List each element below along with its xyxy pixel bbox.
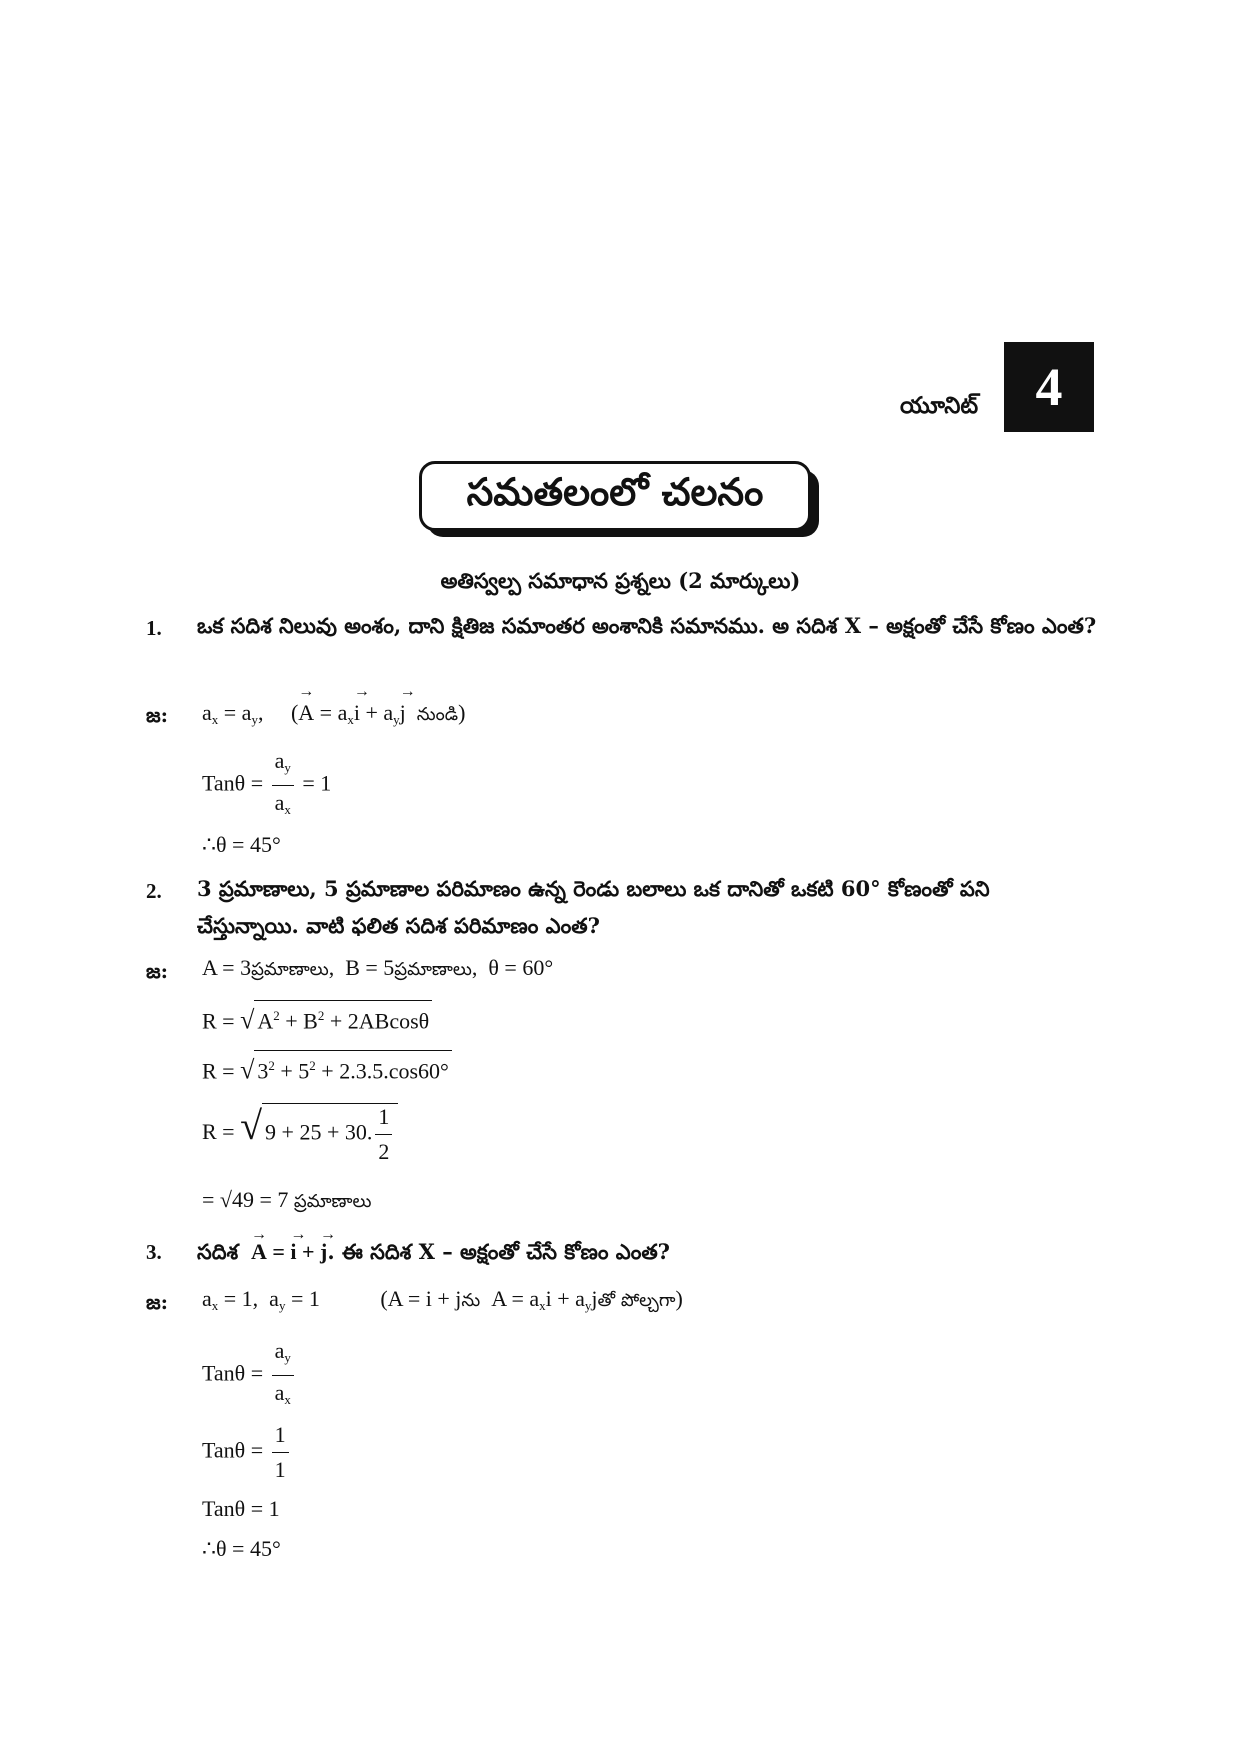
question-2-number: 2.: [146, 879, 162, 903]
answer-2-simplified: R = √ 9 + 25 + 30. $\frac{1}{2}$: [202, 1102, 398, 1165]
answer-1-source-note: నుండి: [416, 704, 459, 725]
answer-3-tan-formula: Tanθ = $\frac{a_y}{a_x}$: [202, 1338, 297, 1413]
unit-label: యూనిట్: [900, 392, 979, 419]
answer-1-tan-formula: Tanθ = $\frac{a_y}{a_x}$ = 1: [202, 748, 332, 817]
question-1-number: 1.: [146, 616, 162, 640]
answer-2-substitution: R = √ $3^2 + 5^2 + 2.3.5.\cos 60^\circ$: [202, 1050, 452, 1086]
chapter-title: సమతలంలో చలనం: [419, 461, 811, 531]
question-2-text: 3 ప్రమాణాలు, 5 ప్రమాణాల పరిమాణం ఉన్న రెండు బలాలు ఒక దానితో ఒకటి 60° కోణంతో పని చేస్తున్నాయి. వాటి ఫలిత సదిశ పరిమాణం ఎంత?: [197, 876, 990, 938]
answer-1-result: ∴θ = 45°: [202, 832, 281, 857]
answer-2-result: = √49 = 7 ప్రమాణాలు: [202, 1187, 372, 1212]
section-heading: అతిస్వల్ప సమాధాన ప్రశ్నలు (2 మార్కులు): [440, 568, 801, 593]
answer-3-result: ∴θ = 45°: [202, 1536, 281, 1561]
answer-3-label: జ:: [146, 1290, 169, 1314]
answer-2-label: జ:: [146, 959, 169, 983]
question-3-number: 3.: [146, 1240, 162, 1264]
answer-2-given: A = 3ప్రమాణాలు, B = 5ప్రమాణాలు, θ = 60°: [202, 955, 554, 980]
question-1-text: ఒక సదిశ నిలువు అంశం, దాని క్షితిజ సమాంతర అంశానికి సమానము. అ సదిశ X – అక్షంతో చేసే కోణం ఎంత?: [197, 613, 1097, 638]
question-3-text: సదిశ → A = → i + → j. ఈ సదిశ X – అక్షంతో చేసే కోణం ఎంత?: [197, 1233, 1097, 1270]
answer-3-tan-one: Tanθ = 1: [202, 1496, 280, 1521]
answer-3-tan-value: Tanθ = $\frac{1}{1}$: [202, 1422, 292, 1483]
answer-2-formula: R = √ $A^2 + B^2 + 2ABcos\theta$: [202, 1000, 432, 1036]
answer-3-components: $a_x = 1$, $a_y = 1$ (A = i + jను $A = a_xi$ + $a_yjతో$ పోల్చగా): [202, 1286, 683, 1313]
answer-1-label: జ:: [146, 703, 169, 727]
unit-number-badge: 4: [1004, 342, 1094, 432]
answer-1-equality: $a_x = a_y$, (→ $A = a_x\to i + a_y\to j$ నుండి): [202, 700, 465, 729]
